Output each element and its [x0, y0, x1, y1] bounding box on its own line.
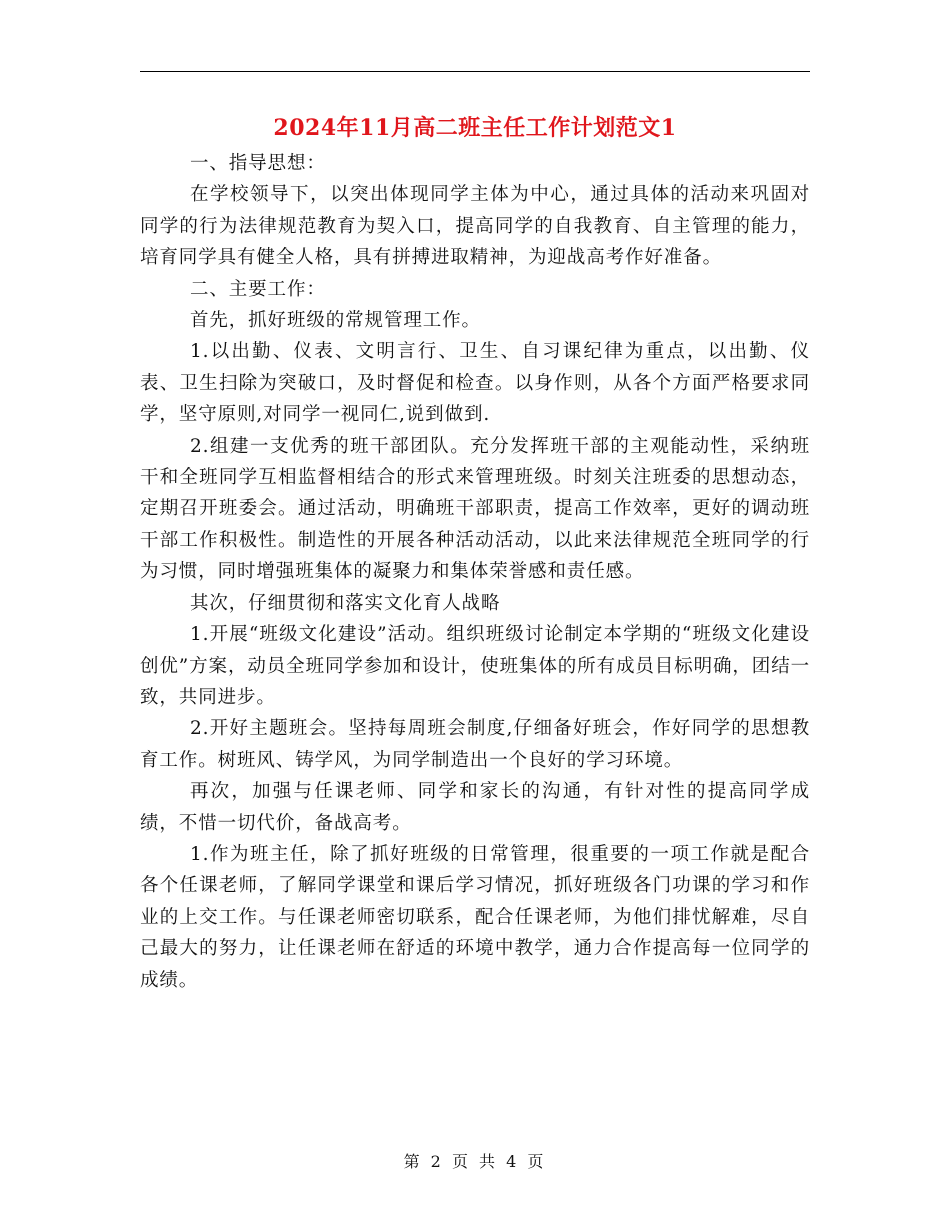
paragraph: 2.开好主题班会。坚持每周班会制度,仔细备好班会，作好同学的思想教育工作。树班风、铸学风，为同学制造出一个良好的学习环境。	[140, 718, 810, 771]
paragraph: 其次，仔细贯彻和落实文化育人战略	[189, 592, 501, 614]
paragraph: 1.开展“班级文化建设”活动。组织班级讨论制定本学期的“班级文化建设创优”方案，动员全班同学参加和设计，使班集体的所有成员目标明确，团结一致，共同进步。	[140, 624, 810, 708]
page-number: 第 2 页 共 4 页	[403, 1152, 547, 1171]
paragraph: 在学校领导下，以突出体现同学主体为中心，通过具体的活动来巩固对同学的行为法律规范教育为契入口，提高同学的自我教育、自主管理的能力，培育同学具有健全人格，具有拼搏进取精神，为迎战高考作好准备。	[140, 184, 810, 269]
paragraph: 首先，抓好班级的常规管理工作。	[189, 310, 481, 332]
paragraph: 1.以出勤、仪表、文明言行、卫生、自习课纪律为重点，以出勤、仪表、卫生扫除为突破口，及时督促和检查。以身作则，从各个方面严格要求同学，坚守原则,对同学一视同仁,说到做到.	[140, 341, 810, 426]
header-rule	[140, 71, 810, 72]
document-body	[140, 148, 810, 996]
document-title: 2024年11月高二班主任工作计划范文1	[273, 115, 677, 141]
paragraph: 1.作为班主任，除了抓好班级的日常管理，很重要的一项工作就是配合各个任课老师，了解同学课堂和课后学习情况，抓好班级各门功课的学习和作业的上交工作。与任课老师密切联系，配合任课老师，为他们排忧解难，尽自己最大的努力，让任课老师在舒适的环境中教学，通力合作提高每一位同学的成绩。	[140, 843, 810, 991]
heading-guiding-ideology: 一、指导思想：	[189, 153, 326, 174]
paragraph: 再次，加强与任课老师、同学和家长的沟通，有针对性的提高同学成绩，不惜一切代价，备战高考。	[140, 781, 810, 834]
heading-main-work: 二、主要工作：	[189, 278, 326, 300]
paragraph: 2.组建一支优秀的班干部团队。充分发挥班干部的主观能动性，采纳班干和全班同学互相监督相结合的形式来管理班级。时刻关注班委的思想动态，定期召开班委会。通过活动，明确班干部职责，提高工作效率，更好的调动班干部工作积极性。制造性的开展各种活动活动，以此来法律规范全班同学的行为习惯，同时增强班集体的凝聚力和集体荣誉感和责任感。	[140, 435, 810, 583]
